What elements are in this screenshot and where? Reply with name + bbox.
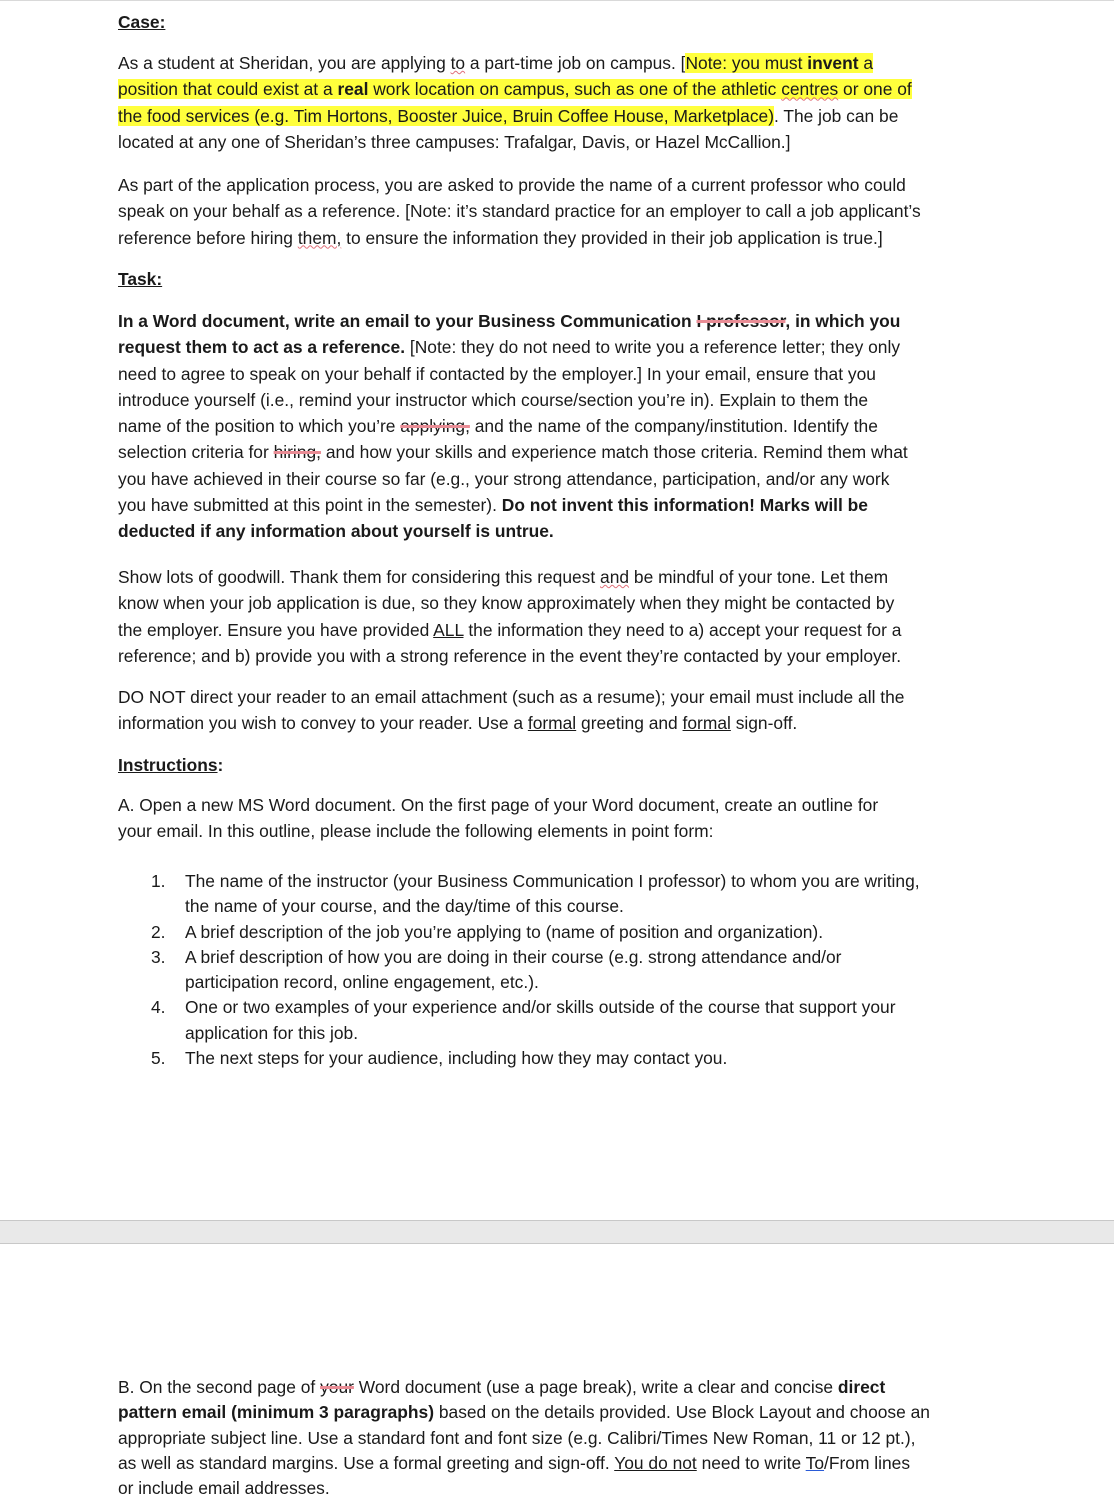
- case-section: [118, 9, 998, 35]
- case-paragraph-2: As part of the application process, you are asked to provide the name of a current professor who could speak on your behalf as a reference. [Note: it’s standard practice for an employer to call a job applicant’s reference before hiring them, to ensure the information they provided in their job application is true.]: [118, 175, 921, 248]
- task-section: [118, 266, 998, 292]
- list-item: 1. The name of the instructor (your Business Communication I professor) to whom you are writing, the name of your course, and the day/time of this course.: [151, 871, 920, 917]
- task-paragraph-1: In a Word document, write an email to your Business Communication I professor, in which you request them to act as a reference. [Note: they do not need to write you a reference letter; they only need to agree to speak on your behalf if contacted by the employer.] In your email, ensure that you introduce yourself (i.e., remind your instructor which course/section you’re in). Explain to them the name of the position to which you’re applying, and the name of the company/institution. Identify the selection criteria for hiring, and how your skills and experience match those criteria. Remind them what you have achieved in their course so far (e.g., your strong attendance, participation, and/or any work you have submitted at this point in the semester). Do not invent this information! Marks will be deducted if any information about yourself is untrue.: [118, 311, 908, 542]
- outline-list: [118, 869, 998, 1071]
- page-break-gap: [0, 1220, 1114, 1244]
- instructions-step-b: B. On the second page of your Word document (use a page break), write a clear and concise direct pattern email (minimum 3 paragraphs) based on the details provided. Use Block Layout and choose an appropriate subject line. Use a standard font and font size (e.g. Calibri/Times New Roman, 11 or 12 pt.), as well as standard margins. Use a formal greeting and sign-off. You do not need to write To/From lines or include email addresses.: [118, 1377, 930, 1499]
- task-paragraph-3: DO NOT direct your reader to an email attachment (such as a resume); your email must include all the information you wish to convey to your reader. Use a formal greeting and formal sign-off.: [118, 687, 905, 734]
- list-item: 3. A brief description of how you are doing in their course (e.g. strong attendance and/or participation record, online engagement, etc.).: [151, 946, 842, 993]
- instructions-step-a: A. Open a new MS Word document. On the first page of your Word document, create an outline for your email. In this outline, please include the following elements in point form:: [118, 795, 879, 842]
- document-page-2: [0, 1244, 1114, 1510]
- task-paragraph-2: Show lots of goodwill. Thank them for considering this request and be mindful of your tone. Let them know when your job application is due, so they know approximately when they might be contacted by the employer. Ensure you have provided ALL the information they need to a) accept your request for a reference; and b) provide you with a strong reference in the event they’re contacted by your employer.: [118, 567, 902, 666]
- case-paragraph-1: As a student at Sheridan, you are applying to a part-time job on campus. [Note: you must invent a position that could exist at a real work location on campus, such as one of the athletic centres or one of the food services (e.g. Tim Hortons, Booster Juice, Bruin Coffee House, Marketplace). The job can be located at any one of Sheridan’s three campuses: Trafalgar, Davis, or Hazel McCallion.]: [118, 53, 912, 152]
- list-item: 5. The next steps for your audience, including how they may contact you.: [151, 1048, 728, 1069]
- instructions-heading: Instructions: [118, 755, 218, 775]
- case-heading: Case:: [118, 12, 166, 32]
- task-heading: Task:: [118, 269, 163, 289]
- list-item: 4. One or two examples of your experience and/or skills outside of the course that support your application for this job.: [151, 997, 896, 1043]
- list-item: 2. A brief description of the job you’re applying to (name of position and organization).: [151, 921, 824, 942]
- instructions-section: Instructions:: [118, 755, 224, 775]
